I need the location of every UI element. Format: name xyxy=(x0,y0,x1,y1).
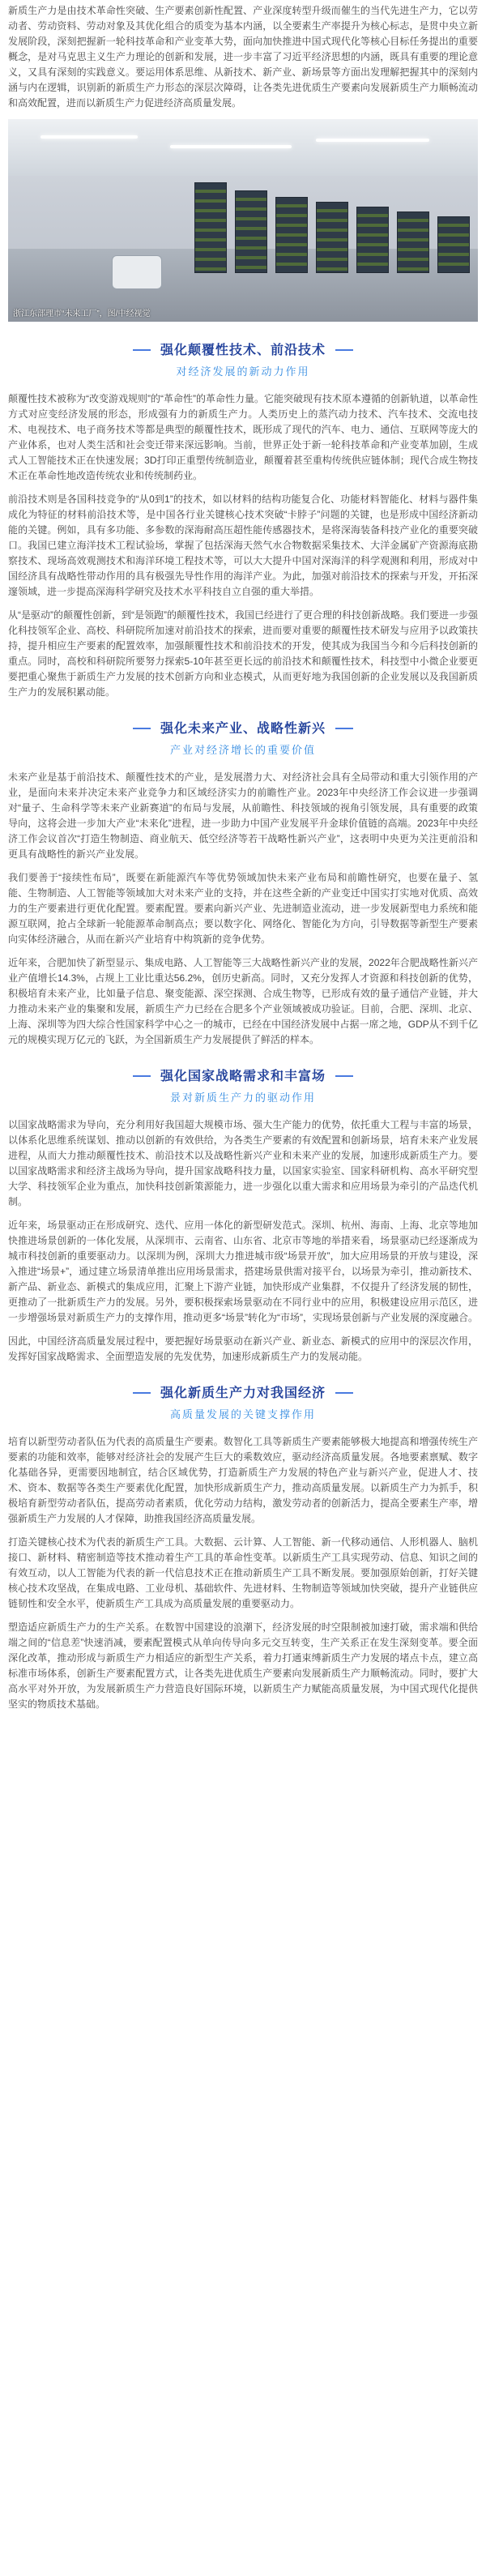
section-subtitle: 高质量发展的关键支撑作用 xyxy=(169,1408,316,1420)
shelf-rack xyxy=(235,190,267,273)
section-paragraph: 我们要善于“接续性布局”，既要在新能源汽车等优势领域加快未来产业布局和前瞻性研究，也要在量子、氢能、生物制造、人工智能等领域加大对未来产业的支持，并在这些全新的产业变迁中国实打实地对优质、高效力的生产要素进行更优化配置。要素配置。要素向新兴产业、先进制造业流动，进一步发展新型电力系统和能源互联网，抢占全球新一轮能源革命制高点；要以数字化、网络化、智能化为方向，引导数据等新型生产要素向实体经济融合，从而在新兴产业培育中构筑新的竞争优势。 xyxy=(8,872,478,945)
intro-paragraph: 新质生产力是由技术革命性突破、生产要素创新性配置、产业深度转型升级而催生的当代先进生产力，它以劳动者、劳动资料、劳动对象及其优化组合的质变为基本内涵，以全要素生产率提升为核心标志，是贯中央立新发展阶段，深刻把握新一轮科技革命和产业变革大势，面向加快推进中国式现代化等核心目标任务提出的重要概念，是对马克思主义生产力理论的创新和发展，进一步丰富了习近平经济思想的内涵，既具有重要的理论意义，又具有深刻的实践意义。要运用体系思维、从新技术、新产业、新场景等方面出发理解把握其中的深刻内涵与内在逻辑，识别新的新质生产力形态的深层次障碍，让各类先进优质生产要素向发展新质生产力顺畅流动和高效配置，进而以新质生产力促进经济高质量发展。 xyxy=(8,5,478,109)
section-title: 强化国家战略需求和丰富场 xyxy=(133,1066,353,1084)
shelf-rack xyxy=(397,211,429,273)
section-heading xyxy=(8,1382,478,1421)
section-subtitle: 产业对经济增长的重要价值 xyxy=(169,744,316,756)
agv-robot xyxy=(112,255,162,289)
section-paragraph: 未来产业是基于前沿技术、颠覆性技术的产业，是发展潜力大、对经济社会具有全局带动和重大引领作用的产业，是面向未来并决定未来产业竞争力和区域经济实力的前瞻性产业。2023年中央经济工作会议进一步强调对“量子、生命科学等未来产业新赛道”的布局与发展，从前瞻性、科技领域的视角引领发展，具有重要的政策导向，这将会进一步加大产业“未来化”进程，进一步助力中国产业发展平升金球价值链的高端。2023年中央经济工作会议首次“打造生物制造、商业航天、低空经济等若干战略性新兴产业”，这表明中央更为关注更前沿和更具有战略性的新兴产业发展。 xyxy=(8,771,478,860)
section-paragraph: 从“是驱动”的颠覆性创新，到“是领跑”的颠覆性技术，我国已经进行了更合理的科技创新战略。我们要进一步强化科技领军企业、高校、科研院所加速对前沿技术的探索，进而要对重要的颠覆性技术研发与应用予以政策扶持，提升相应生产要素的配置效率，加强颠覆性技术和前沿技术的开发，使其成为我国当今和今后科技创新的重点。同时，高校和科研院所要努力探索5-10年甚至更长远的前沿技术和颠覆性技术，科技型中小微企业要更要把重心聚焦于新质生产力发展的技术创新方向和业态模式，从而更好地为我国创新的企业发展以及我国新质生产力的发展积累动能。 xyxy=(8,609,478,698)
section-heading xyxy=(8,340,478,378)
ceiling-light xyxy=(40,135,138,139)
section-paragraph: 颠覆性技术被称为“改变游戏规则”的“革命性”的革命性力量。它能突破现有技术原本遵循的创新轨道，以革命性方式对应变经济发展的形态，形成强有力的新质生产力。人类历史上的蒸汽动力技术、汽车技术、交流电技术、电视技术、电子商务技术等都是典型的颠覆性技术，既形成了现代的汽车、电力、通信、互联网等庞大的产业体系，也对人类生活和社会变迁带来深远影响。当前，世界正处于新一轮科技革命和产业变革加剧，生成式人工智能技术正在快速发展；3D打印正重塑传统制造业，颠覆着甚至重构传统供应链体制；现代合成生物技术正在革命性地改造传统农业和传统制药业。 xyxy=(8,393,478,481)
photo-caption: 浙江东部理市“未来工厂”，图/中经视觉 xyxy=(13,310,151,318)
section-paragraph: 因此，中国经济高质量发展过程中，要把握好场景驱动在新兴产业、新业态、新模式的应用中的深层次作用，发挥好国家战略需求、全面塑造发展的先发优势，加速形成新质生产力的发展动能。 xyxy=(8,1335,478,1362)
section-subtitle: 景对新质生产力的驱动作用 xyxy=(169,1091,316,1104)
ceiling-light xyxy=(316,139,429,142)
section-paragraph: 培育以新型劳动者队伍为代表的高质量生产要素。数智化工具等新质生产要素能够极大地提高和增强传统生产要素的功能和效率，能够对经济社会的发展产生巨大的乘数效应，驱动经济高质量发展。各地要素禀赋、数字化基础各异，更需要因地制宜，结合区域优势，打造新质生产力发展的特色产业与新兴产业，促进人才、技术、资本、数据等各类生产要素优化配置，加快形成新质生产力，推动高质量发展。以新质生产力为抓手，积极培育新型劳动者队伍，提高劳动者素质，优化劳动力结构，激发劳动者的创新活力，提高全要素生产率，增强新质生产力发展的人才保障，助推我国经济高质量发展。 xyxy=(8,1436,478,1524)
section-paragraph: 打造关键核心技术为代表的新质生产工具。大数据、云计算、人工智能、新一代移动通信、人形机器人、脑机接口、新材料、精密制造等技术推动着生产工具的革命性变革。以新质生产工具实现劳动、信息、知识之间的有效互动，以人工智能为代表的新一代信息技术正在推动新质生产工具不断发展。要加强原始创新，打好关键核心技术攻坚战，在集成电路、工业母机、基础软件、先进材料、生物制造等领域加快突破，提升产业链供应链韧性和安全水平，使新质生产工具成为高质量发展的重要驱动力。 xyxy=(8,1536,478,1609)
shelf-rack xyxy=(275,197,308,273)
section-title: 强化新质生产力对我国经济 xyxy=(133,1382,353,1401)
section-paragraph: 以国家战略需求为导向，充分利用好我国超大规模市场、强大生产能力的优势，依托重大工程与丰富的场景，以体系化思维系统谋划、推动以创新的有效供给，为各类生产要素的有效配置和创新场景，培育未来产业发展进程，从而大力推动颠覆性技术、前沿技术以及战略性新兴产业和未来产业的发展，加速形成新质生产力。要以国家战略需求和经济主战场为导向，提升国家战略科技力量，以国家实验室、国家科研机构、高水平研究型大学、科技领军企业为重点，加快科技创新策源能力，进一步强化以重大需求和应用场景为牵引的产品迭代机制。 xyxy=(8,1119,478,1207)
section-paragraph: 塑造适应新质生产力的生产关系。在数智中国建设的浪潮下，经济发展的时空限制被加速打破，需求端和供给端之间的“信息差”快速消减，要素配置模式从单向传导向多元交互转变，生产关系正在发生深刻变革。要全面深化改革，推动形成与新质生产力相适应的新型生产关系，着力打通束缚新质生产力发展的堵点卡点，建立高标准市场体系，创新生产要素配置方式，让各类先进优质生产要素向发展新质生产力顺畅流动。同时，要扩大高水平对外开放，为发展新质生产力营造良好国际环境，以新质生产力赋能高质量发展，为中国式现代化提供坚实的物质技术基础。 xyxy=(8,1621,478,1710)
shelf-rack xyxy=(356,207,389,273)
shelf-rack xyxy=(316,202,348,273)
shelf-rack xyxy=(437,216,470,273)
section-heading xyxy=(8,718,478,757)
section-subtitle: 对经济发展的新动力作用 xyxy=(176,365,310,378)
section-heading xyxy=(8,1066,478,1104)
section-title: 强化颠覆性技术、前沿技术 xyxy=(133,340,353,358)
ceiling-light xyxy=(170,145,292,148)
section-paragraph: 近年来，合肥加快了新型显示、集成电路、人工智能等三大战略性新兴产业的发展，2022年合肥战略性新兴产业产值增长14.3%，占规上工业比重达56.2%，创历史新高。同时，又充分发挥人才资源和科技创新的优势，积极培育未来产业，比如量子信息、聚变能源、深空探测、合成生物等，已形成有效的量子通信产业链，并大力推动未来产业的集聚和发展，新质生产力已经在合肥多个产业领域被成功验证。目前，合肥、深圳、北京、上海、深圳等为四大综合性国家科学中心之一的城市，已经在中国经济发展中占据一席之地，GDP从不到千亿元的规模实现万亿元的飞跃，为全国新质生产力发展提供了鲜活的样本。 xyxy=(8,957,478,1045)
section-paragraph: 前沿技术则是各国科技竞争的“从0到1”的技术，如以材料的结构功能复合化、功能材料智能化、材料与器件集成化为特征的材料前沿技术等，是中国各行业关键核心技术突破“卡脖子”问题的关键，也是形成中国经济新动能的关键。例如，具有多功能、多参数的深海耐高压超性能传感器技术，是将深海装备科技产业化的重要突破口。我国已建立海洋技术工程试验场，掌握了包括深海天然气水合物数据采集技术、大洋金属矿产资源海底勘察技术、现场高效观测技术和海洋环境工程技术等，可以大大提升中国对深海洋的科学观测和利用，形成对中国经济具有战略性带动作用的具有极强先导性作用的海洋产业。为此，加强对前沿技术的探索与开发，开拓深邃领域，进一步提高深海科学研究及技术水平科技自立自强的重大举措。 xyxy=(8,493,478,597)
section-paragraph: 近年来，场景驱动正在形成研究、迭代、应用一体化的新型研发范式。深圳、杭州、海南、上海、北京等地加快推进场景创新的一体化发展，从深圳市、云南省、山东省、北京市等地的举措来看，场景驱动已经逐渐成为城市科技创新的重要驱动力。以深圳为例，深圳大力推进城市级“场景开放”，加大应用场景的开放与建设，深入推进“场景+”，通过建立场景清单推出应用场景需求，搭建场景供需对接平台，以场景为牵引，推动新技术、新产品、新业态、新模式的集成应用，汇聚上下游产业链，加快形成产业集群，不仅提升了经济发展的韧性，更推动了一批新质生产力的发展。另外，要积极探索场景驱动在不同行业中的应用，积极建设应用示范区，进一步增强场景对新质生产力的支撑作用，推动更多“场景”转化为“市场”，实现场景创新与产业发展的深度融合。 xyxy=(8,1220,478,1323)
section-title: 强化未来产业、战略性新兴 xyxy=(133,718,353,737)
factory-photo xyxy=(8,119,478,322)
shelf-rack xyxy=(194,182,227,273)
